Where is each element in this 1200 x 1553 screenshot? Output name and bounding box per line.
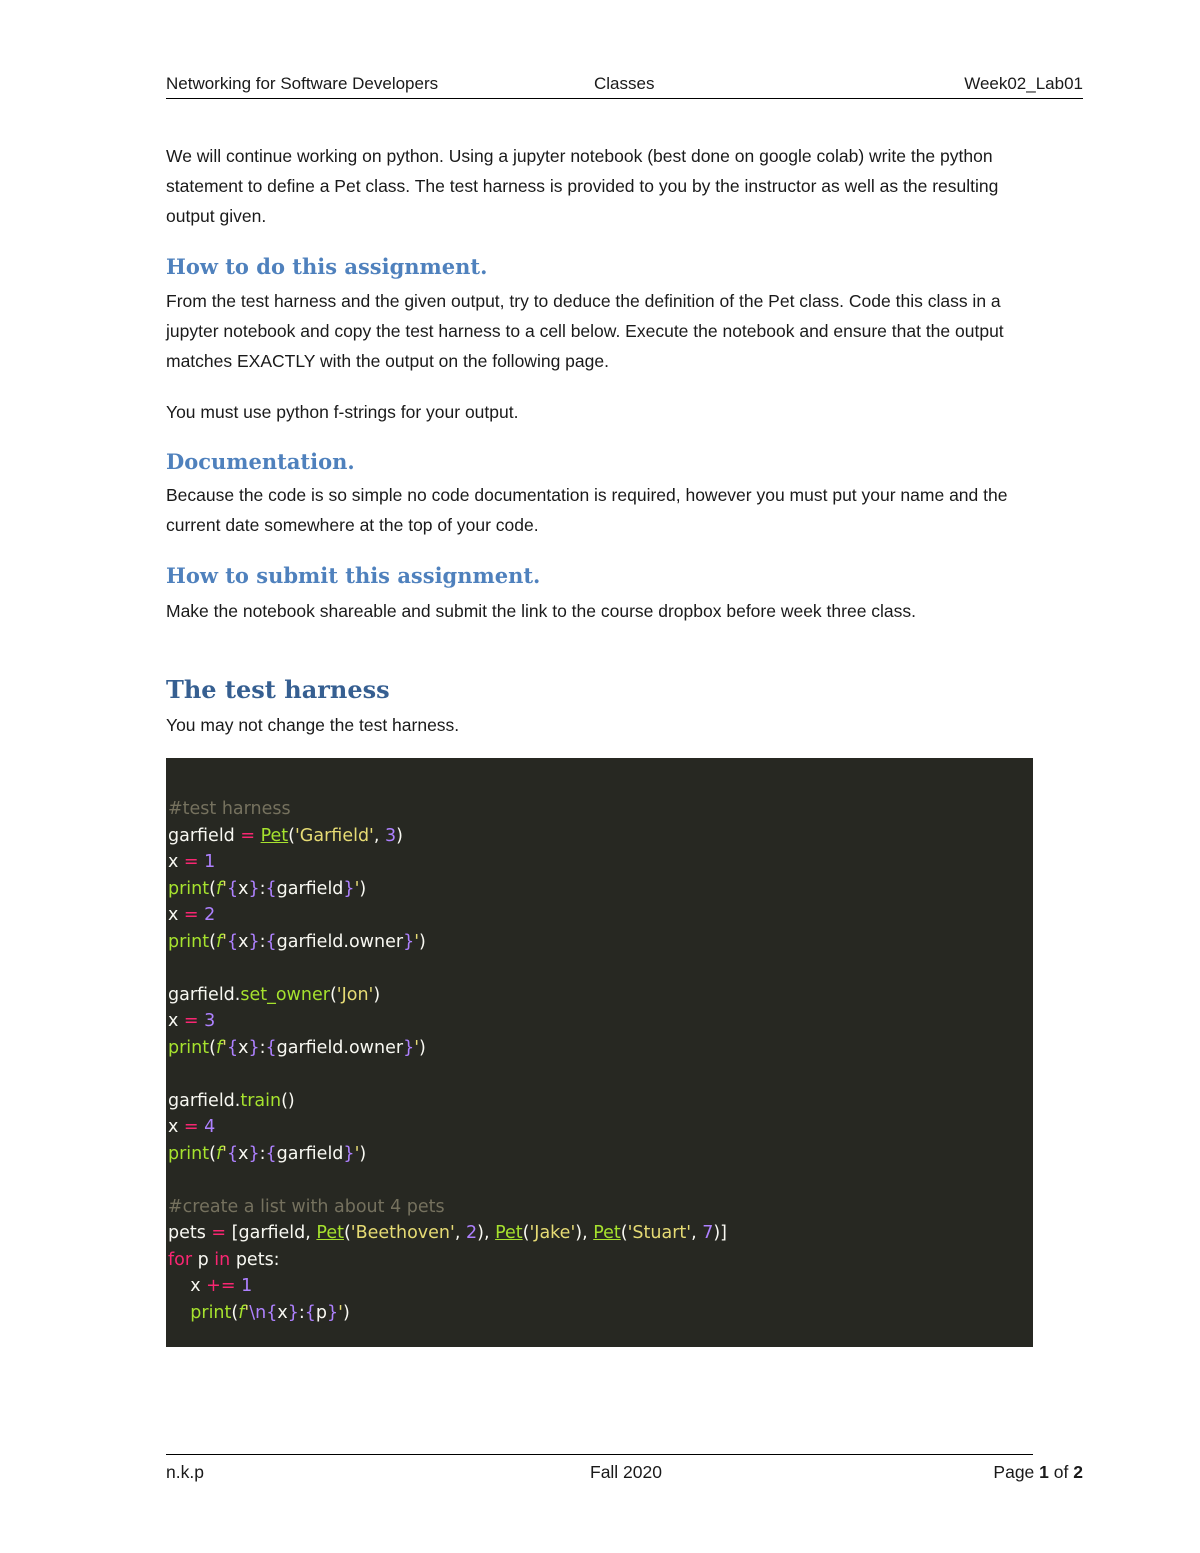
submit-paragraph: Make the notebook shareable and submit the link to the course dropbox before week three class. — [166, 601, 917, 621]
code-line: print(f'{x}:{garfield.owner}') — [168, 931, 426, 952]
code-line: #test harness — [168, 799, 291, 819]
code-line: print(f'{x}:{garfield.owner}') — [168, 1037, 426, 1058]
howto-paragraph: From the test harness and the given output, try to deduce the definition of the Pet class. Code this class in a jupyter notebook and copy the test harness to a cell below. Execute the notebook and ensure that the output matches EXACTLY with the output on the following page. — [166, 291, 1004, 371]
code-line: print(f'{x}:{garfield}') — [168, 1143, 367, 1164]
code-line: x = 4 — [168, 1117, 216, 1137]
code-block — [166, 758, 1033, 1347]
footer-divider — [166, 1454, 1033, 1455]
section-heading-submit: How to submit this assignment. — [166, 563, 541, 588]
fstrings-paragraph: You must use python f-strings for your output. — [166, 402, 519, 422]
section-heading-howto: How to do this assignment. — [166, 254, 488, 279]
page-header — [166, 72, 1083, 99]
code-line: x = 2 — [168, 905, 216, 925]
page-number — [993, 1461, 1083, 1483]
code-line: x = 3 — [168, 1011, 216, 1031]
header-topic: Classes — [594, 74, 655, 93]
page-total: 2 — [1073, 1462, 1083, 1482]
footer-initials: n.k.p — [166, 1462, 204, 1482]
code-line: x += 1 — [168, 1276, 253, 1296]
page-current: 1 — [1039, 1462, 1049, 1482]
code-line: pets = [garfield, Pet('Beethoven', 2), Pet('Jake'), Pet('Stuart', 7)] — [168, 1223, 728, 1243]
code-line: print(f'\n{x}:{p}') — [190, 1302, 350, 1323]
code-content — [168, 796, 727, 1326]
code-line: print(f'{x}:{garfield}') — [168, 878, 367, 899]
code-line: #create a list with about 4 pets — [168, 1196, 445, 1217]
header-lab-id: Week02_Lab01 — [964, 74, 1083, 93]
page-of: of — [1053, 1462, 1069, 1482]
page-label: Page — [993, 1462, 1035, 1482]
documentation-paragraph: Because the code is so simple no code documentation is required, however you must put your name and the current date somewhere at the top of your code. — [166, 485, 1008, 535]
section-heading-harness: The test harness — [166, 675, 390, 704]
code-line: garfield = Pet('Garfield', 3) — [168, 825, 403, 846]
code-line: for p in pets: — [168, 1249, 280, 1270]
header-course-title: Networking for Software Developers — [166, 74, 439, 93]
code-line: garfield.train() — [168, 1090, 295, 1111]
intro-paragraph: We will continue working on python. Using a jupyter notebook (best done on google colab) write the python statement to define a Pet class. The test harness is provided to you by the instructor as well as the resulting output given. — [166, 146, 999, 226]
code-line: garfield.set_owner('Jon') — [168, 984, 381, 1005]
code-line: x = 1 — [168, 852, 216, 872]
harness-paragraph: You may not change the test harness. — [166, 715, 460, 735]
section-heading-documentation: Documentation. — [166, 449, 355, 474]
footer-term: Fall 2020 — [590, 1462, 662, 1482]
